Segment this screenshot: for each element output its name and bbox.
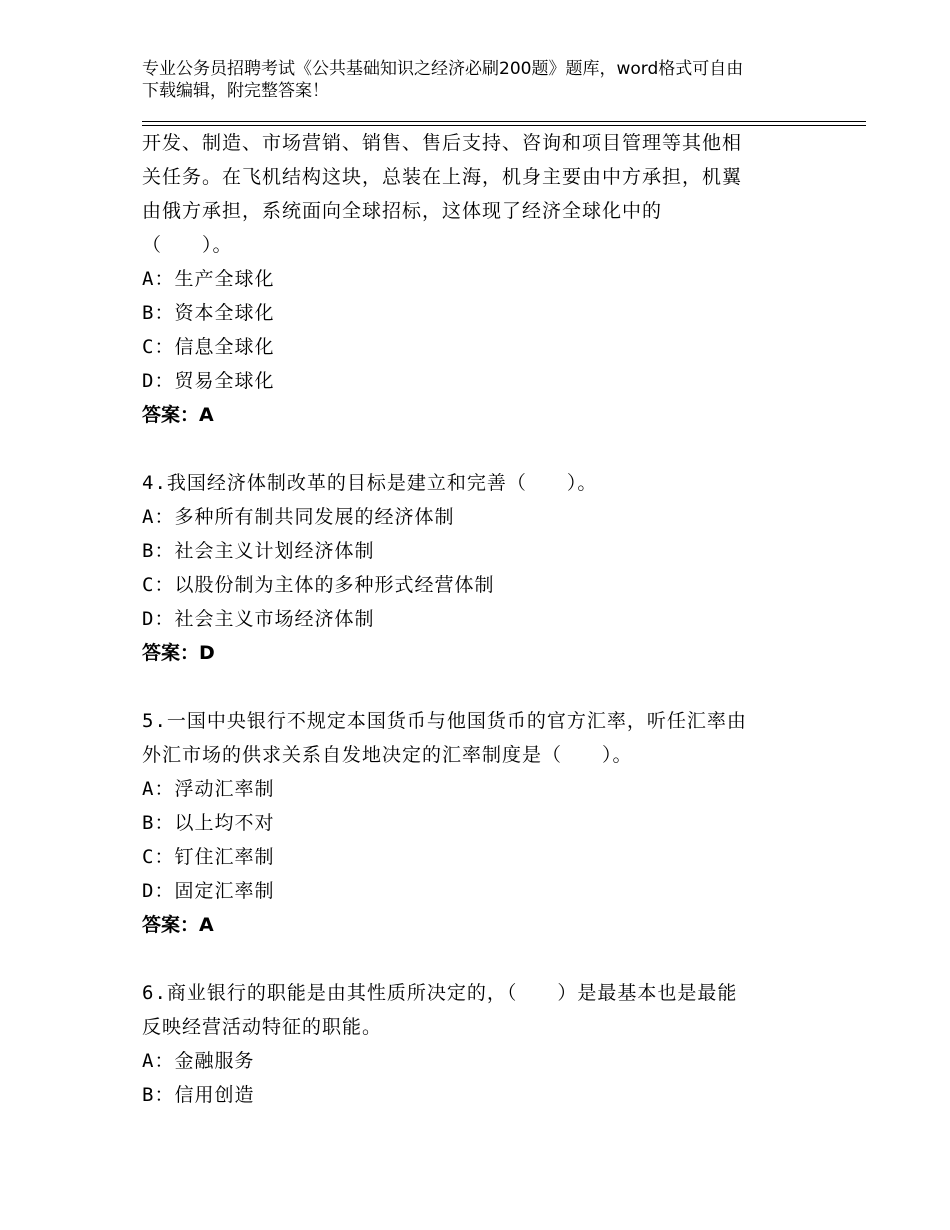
question-stem-line: 反映经营活动特征的职能。	[142, 1016, 383, 1038]
answer-label: 答案：D	[142, 642, 215, 664]
answer-label: 答案：A	[142, 404, 214, 426]
option-a: A：浮动汇率制	[142, 778, 275, 800]
option-a: A：生产全球化	[142, 268, 275, 290]
question-list	[142, 126, 802, 1112]
option-b: B：资本全球化	[142, 302, 275, 324]
header-rule-top	[142, 121, 866, 122]
answer-label: 答案：A	[142, 914, 214, 936]
question-3	[142, 126, 802, 432]
question-stem-line: 4.我国经济体制改革的目标是建立和完善（ ）。	[142, 472, 598, 494]
question-stem-line: （ ）。	[142, 234, 233, 256]
option-a: A：多种所有制共同发展的经济体制	[142, 506, 455, 528]
spacer	[142, 942, 802, 976]
option-d: D：社会主义市场经济体制	[142, 608, 375, 630]
option-a: A：金融服务	[142, 1050, 255, 1072]
question-stem-line: 关任务。在飞机结构这块，总装在上海，机身主要由中方承担，机翼	[142, 166, 743, 188]
option-d: D：固定汇率制	[142, 880, 275, 902]
option-c: C：钉住汇率制	[142, 846, 275, 868]
page-header	[142, 58, 822, 102]
question-6	[142, 976, 802, 1112]
option-b: B：社会主义计划经济体制	[142, 540, 375, 562]
option-c: C：以股份制为主体的多种形式经营体制	[142, 574, 495, 596]
spacer	[142, 670, 802, 704]
header-line-2: 下载编辑，附完整答案！	[142, 81, 329, 101]
question-stem-line: 6.商业银行的职能是由其性质所决定的，（ ）是最基本也是最能	[142, 982, 738, 1004]
spacer	[142, 432, 802, 466]
option-b: B：信用创造	[142, 1084, 255, 1106]
question-stem-line: 开发、制造、市场营销、销售、售后支持、咨询和项目管理等其他相	[142, 132, 743, 154]
option-b: B：以上均不对	[142, 812, 275, 834]
question-stem-line: 5.一国中央银行不规定本国货币与他国货币的官方汇率，听任汇率由	[142, 710, 747, 732]
option-d: D：贸易全球化	[142, 370, 275, 392]
option-c: C：信息全球化	[142, 336, 275, 358]
question-stem-line: 由俄方承担，系统面向全球招标，这体现了经济全球化中的	[142, 200, 663, 222]
question-stem-line: 外汇市场的供求关系自发地决定的汇率制度是（ ）。	[142, 744, 633, 766]
header-line-1: 专业公务员招聘考试《公共基础知识之经济必刷200题》题库，word格式可自由	[142, 59, 744, 79]
question-5	[142, 704, 802, 942]
question-4	[142, 466, 802, 670]
